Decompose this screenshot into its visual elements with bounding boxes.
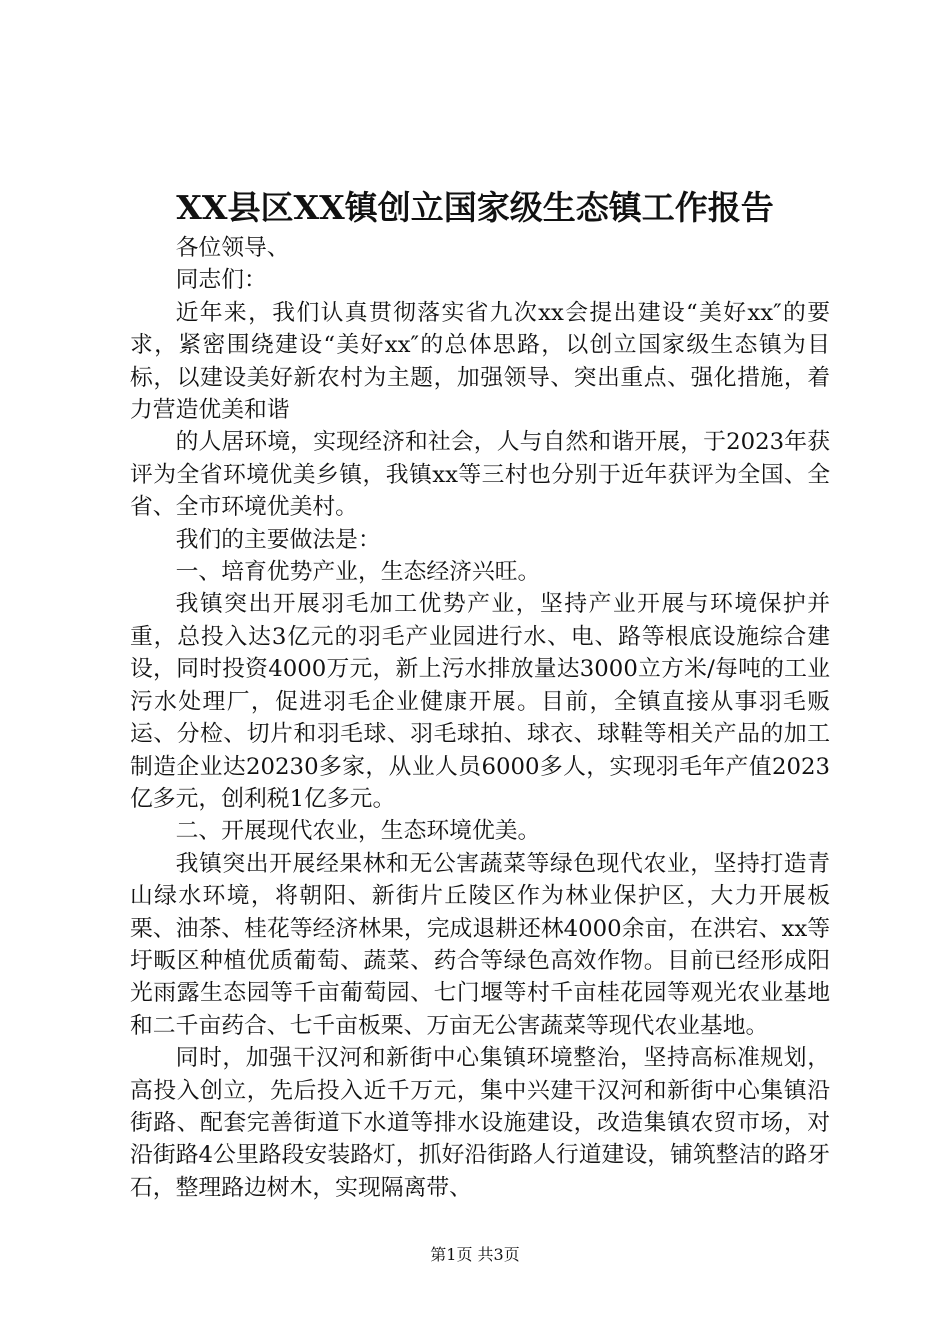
paragraph-modern-agriculture: 我镇突出开展经果林和无公害蔬菜等绿色现代农业，坚持打造青山绿水环境，将朝阳、新街片丘陵区作为林业保护区，大力开展板栗、油茶、桂花等经济林果，完成退耕还林4000余亩，在洪宕、xx等圩畈区种植优质葡萄、蔬菜、药合等绿色高效作物。目前已经形成阳光雨露生态园等千亩葡萄园、七门堰等村千亩桂花园等观光农业基地和二千亩药合、七千亩板栗、万亩无公害蔬菜等现代农业基地。 [130,850,830,1039]
section-heading-1: 一、培育优势产业，生态经济兴旺。 [175,559,541,586]
salutation-comrades: 同志们： [175,267,267,294]
paragraph-feather-industry: 我镇突出开展羽毛加工优势产业，坚持产业开展与环境保护并重，总投入达3亿元的羽毛产业园进行水、电、路等根底设施综合建设，同时投资4000万元，新上污水排放量达3000立方米/每吨的工业污水处理厂，促进羽毛企业健康开展。目前，全镇直接从事羽毛贩运、分检、切片和羽毛球、羽毛球拍、球衣、球鞋等相关产品的加工制造企业达20230多家，从业人员6000多人，实现羽毛年产值2023亿多元，创利税1亿多元。 [130,591,830,812]
section-heading-2: 二、开展现代农业，生态环境优美。 [175,818,541,845]
salutation-leaders: 各位领导、 [175,235,290,261]
paragraph-intro-continued: 的人居环境，实现经济和社会，人与自然和谐开展，于2023年获评为全省环境优美乡镇，我镇xx等三村也分别于近年获评为全国、全省、全市环境优美村。 [130,429,830,521]
paragraph-methods-lead: 我们的主要做法是： [175,526,381,553]
page-footer: 第1页 共3页 [430,1245,520,1264]
document-body [130,232,830,1204]
document-title: XX县区XX镇创立国家级生态镇工作报告 [176,188,774,227]
paragraph-intro: 近年来，我们认真贯彻落实省九次xx会提出建设“美好xx″的要求，紧密围绕建设“美好xx″的总体思路，以创立国家级生态镇为目标，以建设美好新农村为主题，加强领导、突出重点、强化措施，着力营造优美和谐 [130,299,830,424]
paragraph-town-renovation: 同时，加强干汉河和新街中心集镇环境整治，坚持高标准规划，高投入创立，先后投入近千万元，集中兴建干汉河和新街中心集镇沿街路、配套完善街道下水道等排水设施建设，改造集镇农贸市场，对沿街路4公里路段安装路灯，抓好沿街路人行道建设，铺筑整洁的路牙石，整理路边树木，实现隔离带、 [130,1045,830,1201]
